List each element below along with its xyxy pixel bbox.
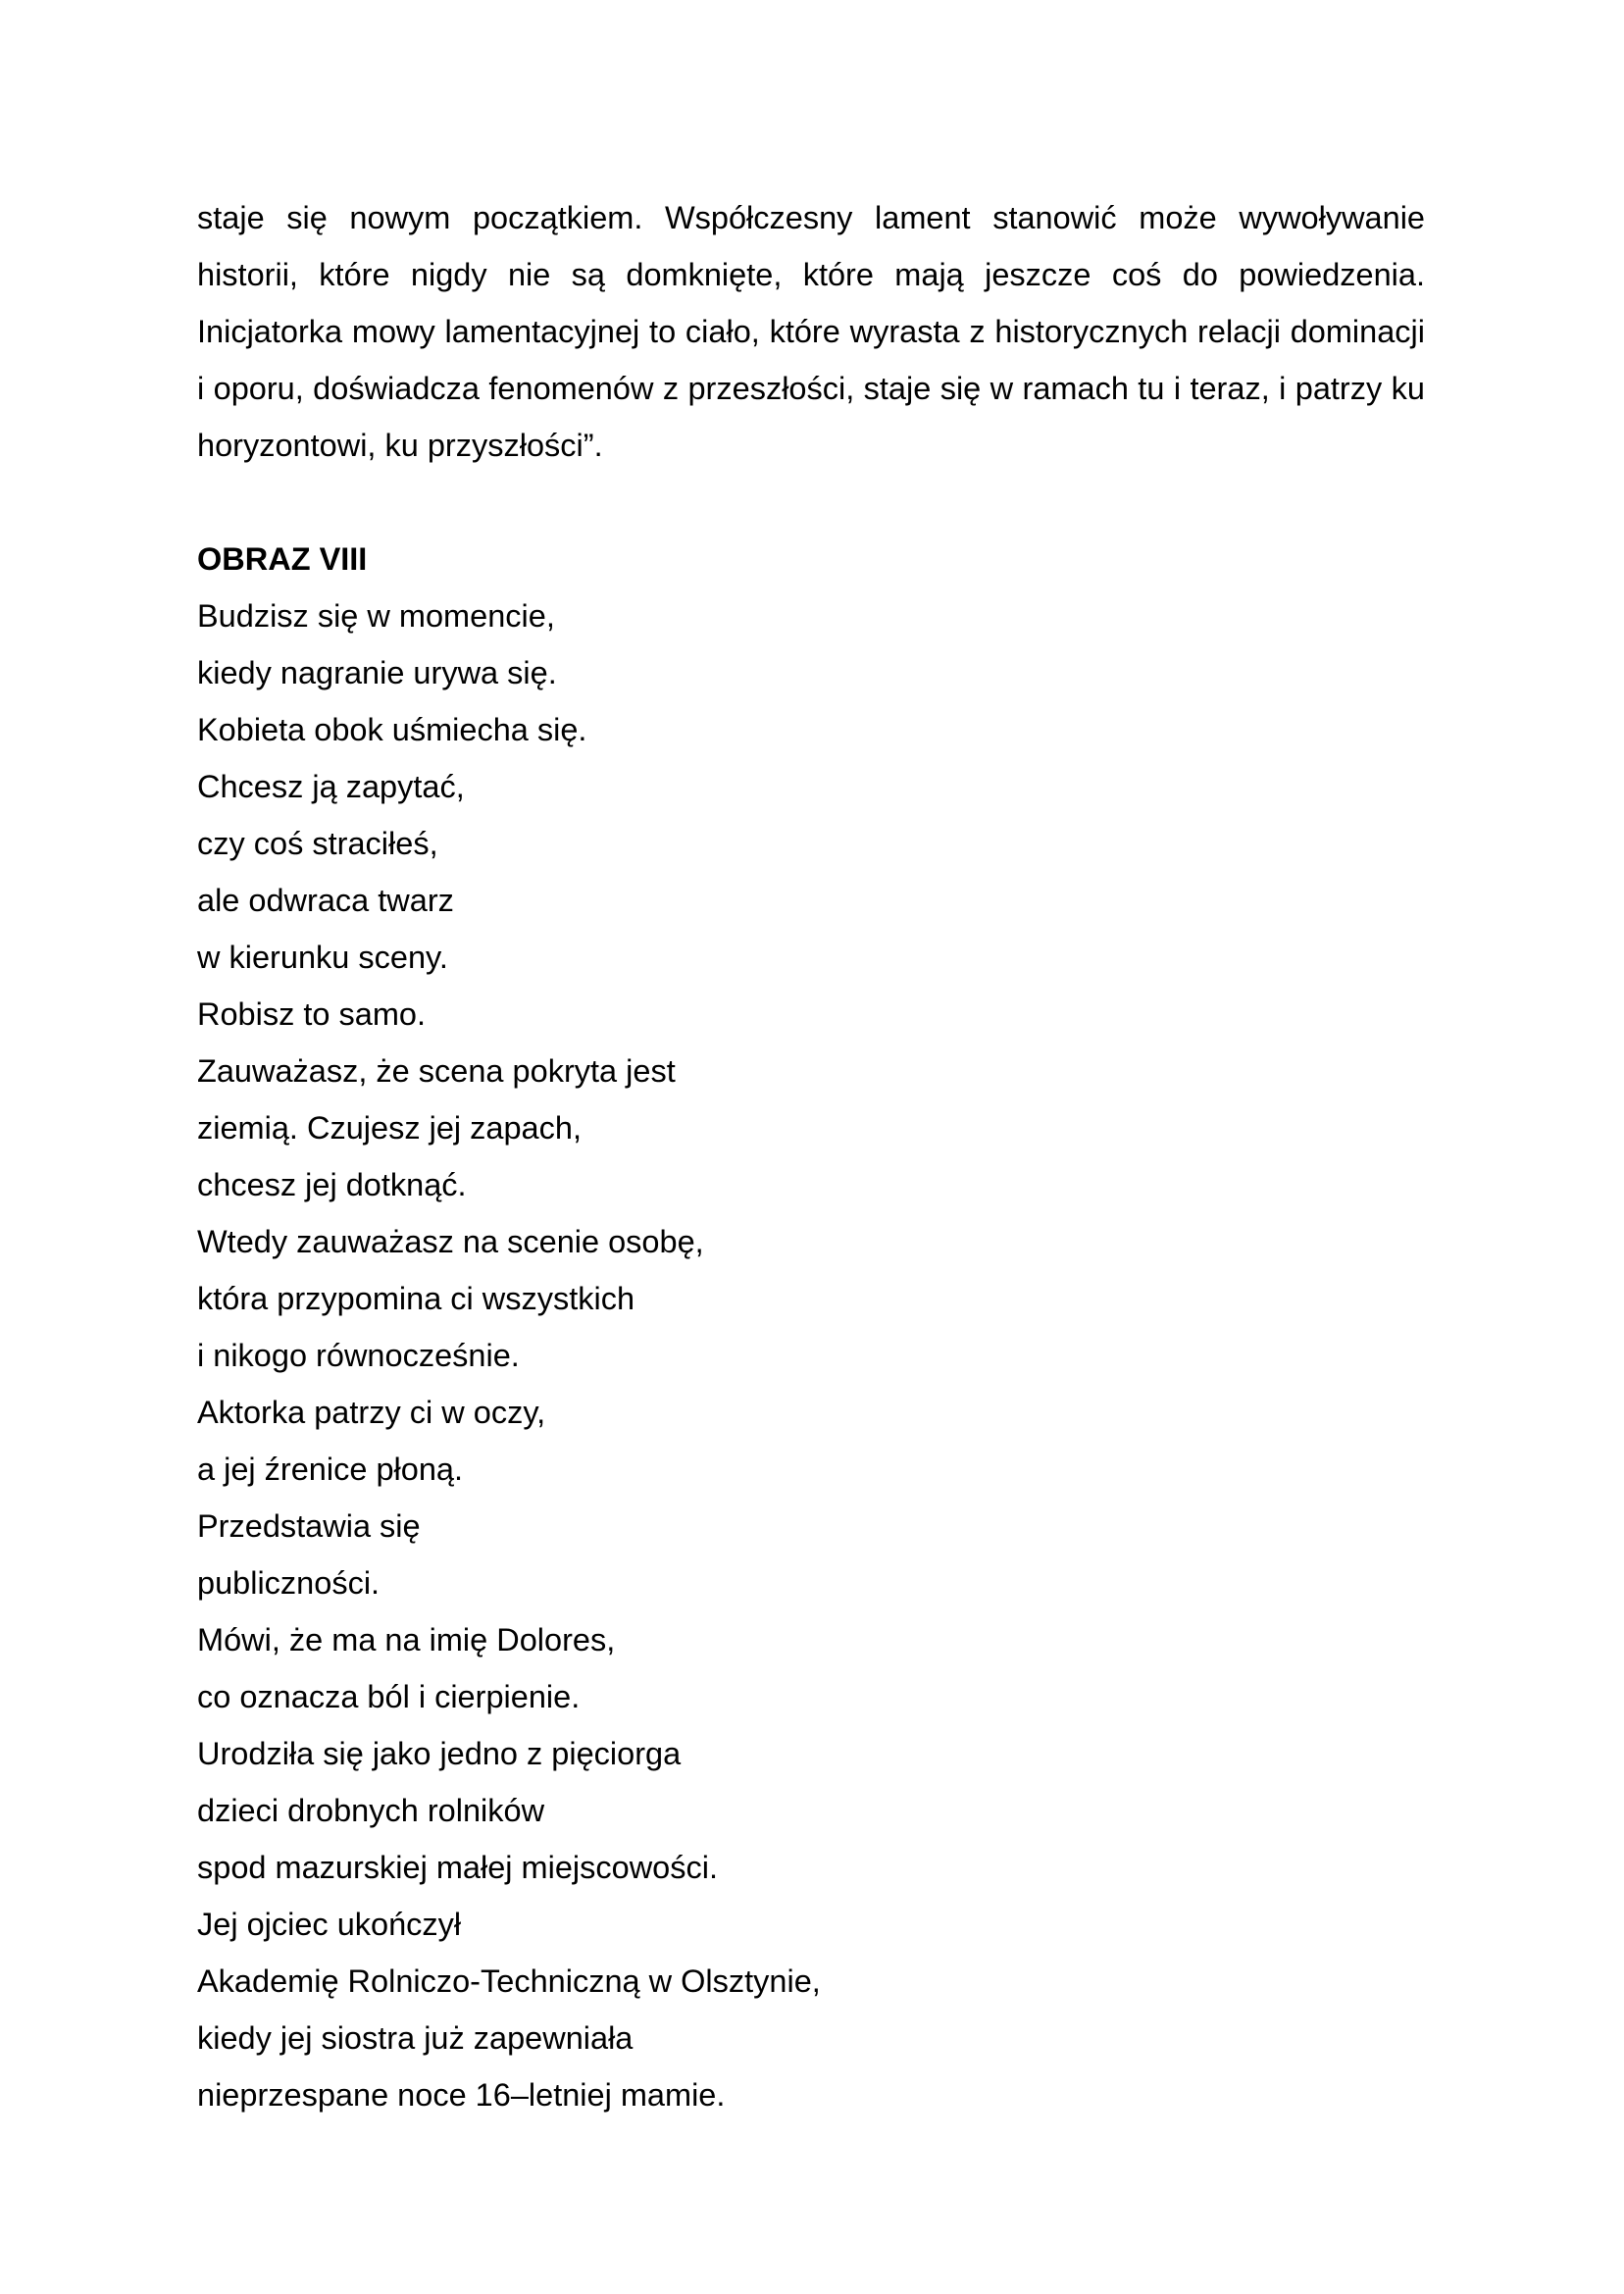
poem-line: Aktorka patrzy ci w oczy, xyxy=(197,1395,546,1430)
poem-line: Zauważasz, że scena pokryta jest xyxy=(197,1053,676,1089)
poem-line: nieprzespane noce 16–letniej mamie. xyxy=(197,2077,726,2113)
poem xyxy=(197,587,1425,2123)
poem-line: a jej źrenice płoną. xyxy=(197,1452,463,1487)
poem-line: Chcesz ją zapytać, xyxy=(197,769,465,804)
poem-line: Budzisz się w momencie, xyxy=(197,598,555,634)
poem-line: Kobieta obok uśmiecha się. xyxy=(197,712,587,747)
poem-line: publiczności. xyxy=(197,1565,381,1601)
poem-line: ziemią. Czujesz jej zapach, xyxy=(197,1110,582,1146)
poem-line: kiedy jej siostra już zapewniała xyxy=(197,2020,634,2056)
poem-line: Jej ojciec ukończył xyxy=(197,1907,462,1942)
poem-line: spod mazurskiej małej miejscowości. xyxy=(197,1850,718,1885)
poem-line: w kierunku sceny. xyxy=(197,940,448,975)
poem-line: Wtedy zauważasz na scenie osobę, xyxy=(197,1224,704,1259)
poem-line: Urodziła się jako jedno z pięciorga xyxy=(197,1736,682,1771)
body-paragraph: staje się nowym początkiem. Współczesny lament stanowić może wywoływanie historii, które nigdy nie są domknięte, które mają jeszcze coś do powiedzenia. Inicjatorka mowy lamentacyjnej to ciało, które wyrasta z historycznych relacji dominacji i oporu, doświadcza fenomenów z przeszłości, staje się w ramach tu i teraz, i patrzy ku horyzontowi, ku przyszłości”. xyxy=(197,200,1425,463)
poem-line: dzieci drobnych rolników xyxy=(197,1793,545,1828)
poem-line: czy coś straciłeś, xyxy=(197,826,438,861)
poem-line: która przypomina ci wszystkich xyxy=(197,1281,635,1316)
poem-line: i nikogo równocześnie. xyxy=(197,1338,520,1373)
poem-line: co oznacza ból i cierpienie. xyxy=(197,1679,581,1714)
poem-line: Akademię Rolniczo-Techniczną w Olsztynie, xyxy=(197,1963,821,1999)
poem-line: chcesz jej dotknąć. xyxy=(197,1167,467,1202)
poem-line: Robisz to samo. xyxy=(197,996,427,1032)
poem-line: kiedy nagranie urywa się. xyxy=(197,655,557,690)
section-heading: OBRAZ VIII xyxy=(197,541,368,577)
poem-line: Przedstawia się xyxy=(197,1508,421,1544)
poem-line: ale odwraca twarz xyxy=(197,883,454,918)
document-page xyxy=(197,189,1425,2123)
poem-line: Mówi, że ma na imię Dolores, xyxy=(197,1622,616,1657)
